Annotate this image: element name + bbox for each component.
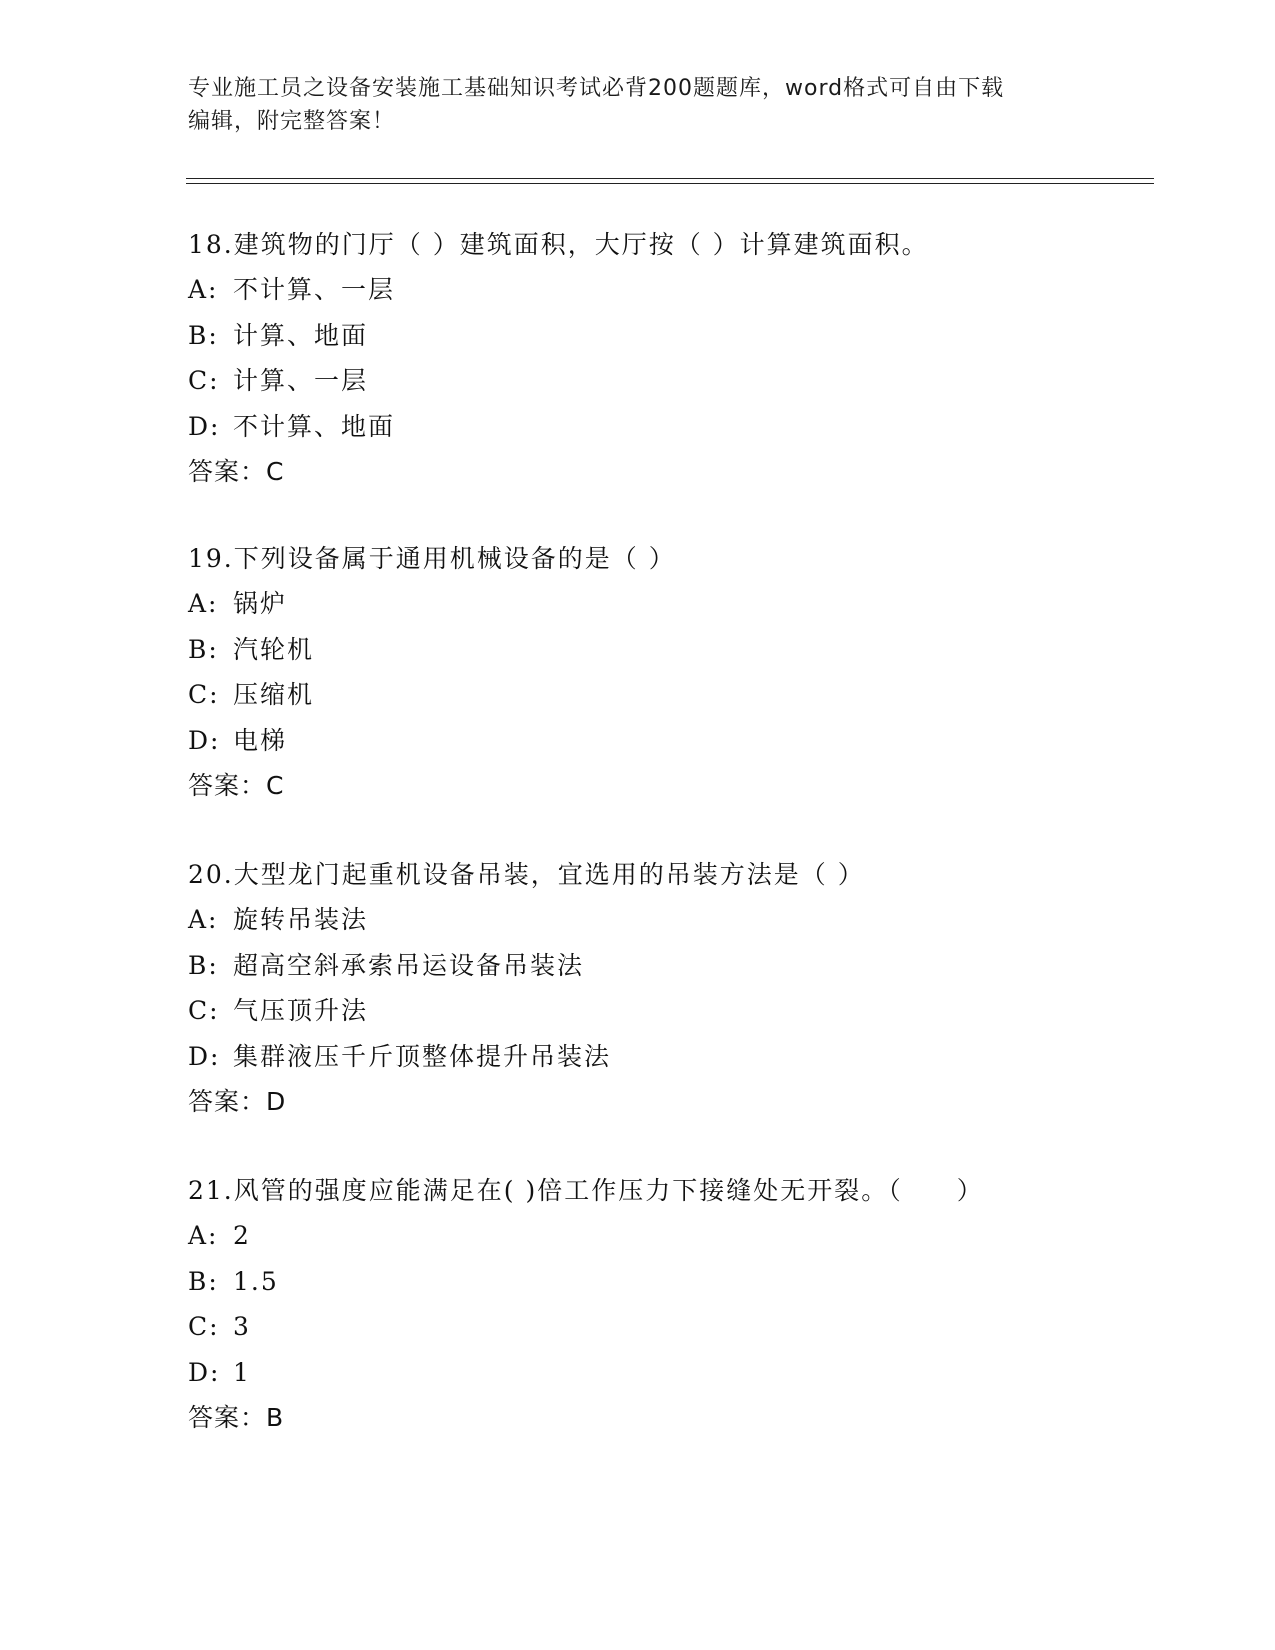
option-text: 锅炉 xyxy=(233,589,288,618)
option-letter: D: xyxy=(188,1041,221,1071)
answer-line: 答案：B xyxy=(188,1403,285,1432)
question-text: 18.建筑物的门厅（ ）建筑面积，大厅按（ ）计算建筑面积。 xyxy=(188,230,929,259)
option-a xyxy=(188,267,1148,313)
option-b xyxy=(188,1259,1148,1305)
header-divider-top xyxy=(186,178,1154,179)
option-text: 1.5 xyxy=(233,1266,279,1296)
option-text: 气压顶升法 xyxy=(233,996,369,1025)
option-letter: B: xyxy=(188,320,219,350)
option-a xyxy=(188,581,1148,627)
option-letter: D: xyxy=(188,1357,221,1387)
question-text: 21.风管的强度应能满足在( )倍工作压力下接缝处无开裂。（ ） xyxy=(188,1176,984,1205)
option-text: 不计算、地面 xyxy=(233,411,396,441)
question-21 xyxy=(188,1168,1148,1440)
option-text: 不计算、一层 xyxy=(233,275,396,304)
header-title-line-2: 编辑，附完整答案！ xyxy=(188,109,396,134)
option-d xyxy=(188,1034,1148,1080)
option-letter: A: xyxy=(188,905,219,934)
option-text: 超高空斜承索吊运设备吊装法 xyxy=(233,950,585,980)
option-b xyxy=(188,313,1148,359)
answer-line: 答案：C xyxy=(188,457,285,486)
option-c xyxy=(188,1304,1148,1350)
option-c xyxy=(188,358,1148,404)
option-letter: D: xyxy=(188,725,221,755)
question-19 xyxy=(188,536,1148,808)
option-b xyxy=(188,943,1148,989)
option-c xyxy=(188,672,1148,718)
option-a xyxy=(188,1213,1148,1259)
option-letter: C: xyxy=(188,1312,220,1341)
header-title-line-1: 专业施工员之设备安装施工基础知识考试必背200题题库，word格式可自由下载 xyxy=(188,76,1005,101)
option-a xyxy=(188,897,1148,943)
option-text: 旋转吊装法 xyxy=(233,905,369,934)
option-text: 电梯 xyxy=(233,725,288,755)
option-d xyxy=(188,1350,1148,1396)
question-text: 19.下列设备属于通用机械设备的是（ ） xyxy=(188,544,676,573)
question-18 xyxy=(188,222,1148,494)
option-text: 3 xyxy=(233,1312,251,1341)
option-d xyxy=(188,718,1148,764)
option-letter: C: xyxy=(188,366,220,395)
option-text: 汽轮机 xyxy=(233,634,315,664)
option-text: 压缩机 xyxy=(233,680,315,709)
option-letter: A: xyxy=(188,1221,219,1250)
option-letter: C: xyxy=(188,680,220,709)
option-letter: D: xyxy=(188,411,221,441)
option-c xyxy=(188,988,1148,1034)
option-letter: B: xyxy=(188,950,219,980)
option-text: 计算、地面 xyxy=(233,320,369,350)
option-letter: C: xyxy=(188,996,220,1025)
option-text: 集群液压千斤顶整体提升吊装法 xyxy=(233,1041,612,1071)
answer-line: 答案：D xyxy=(188,1087,287,1116)
option-letter: A: xyxy=(188,275,219,304)
option-letter: B: xyxy=(188,1266,219,1296)
answer-line: 答案：C xyxy=(188,771,285,800)
option-text: 2 xyxy=(233,1221,251,1250)
option-text: 计算、一层 xyxy=(233,366,369,395)
option-d xyxy=(188,404,1148,450)
question-20 xyxy=(188,852,1148,1124)
option-letter: A: xyxy=(188,589,219,618)
question-text: 20.大型龙门起重机设备吊装，宜选用的吊装方法是（ ） xyxy=(188,860,865,889)
option-letter: B: xyxy=(188,634,219,664)
header-divider-bottom xyxy=(186,183,1154,184)
option-text: 1 xyxy=(233,1357,251,1387)
document-header xyxy=(188,72,1088,138)
option-b xyxy=(188,627,1148,673)
